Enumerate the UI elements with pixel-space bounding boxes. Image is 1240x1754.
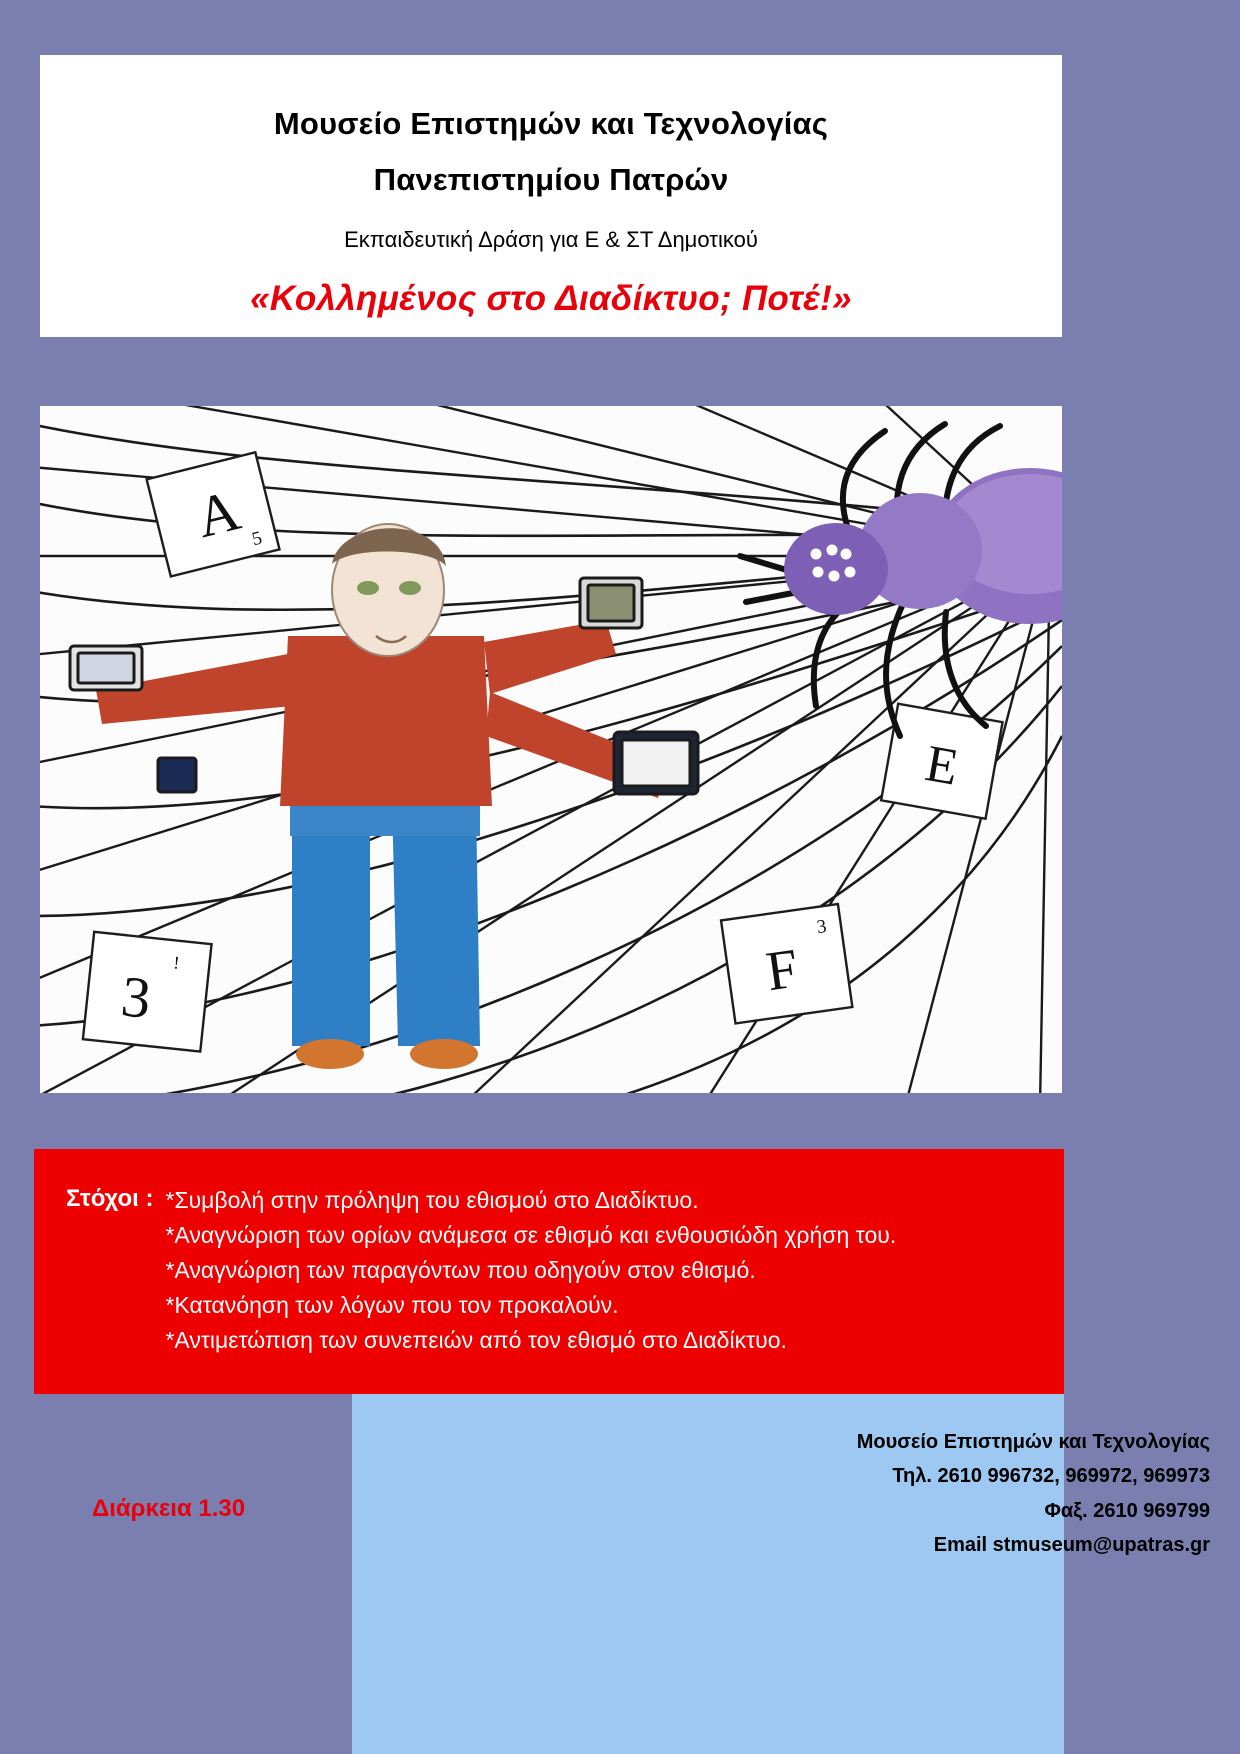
list-item: *Συμβολή στην πρόληψη του εθισμού στο Διαδίκτυο. [165,1187,699,1213]
svg-text:F: F [762,937,802,1004]
objectives-label: Στόχοι : [66,1185,154,1212]
header-band [40,55,1062,337]
svg-text:!: ! [172,952,181,973]
svg-text:3: 3 [118,963,154,1031]
objectives-list [165,1183,896,1394]
svg-text:3: 3 [815,915,828,939]
contact-phone: Τηλ. 2610 996732, 969972, 969973 [892,1465,1210,1488]
contact-fax: Φαξ. 2610 969799 [1044,1499,1210,1522]
subtitle: Εκπαιδευτική Δράση για Ε & ΣΤ Δημοτικού [344,226,758,252]
svg-text:A: A [189,477,247,551]
list-item: *Αναγνώριση των παραγόντων που οδηγούν στον εθισμό. [165,1256,756,1283]
contact-email: Email stmuseum@upatras.gr [933,1534,1210,1557]
svg-text:5: 5 [249,527,265,551]
duration-label: Διάρκεια 1.30 [92,1495,246,1522]
list-item: *Αντιμετώπιση των συνεπειών από τον εθισμό στο Διαδίκτυο. [165,1326,787,1353]
svg-text:E: E [921,735,963,797]
spider-web-drawing [40,406,1062,1093]
organization-name-line2: Πανεπιστημίου Πατρών [373,161,729,197]
page-title: «Κολλημένος στο Διαδίκτυο; Ποτέ!» [250,278,852,318]
organization-name-line1: Μουσείο Επιστημών και Τεχνολογίας [273,106,829,141]
list-item: *Κατανόηση των λόγων που τον προκαλούν. [165,1291,619,1318]
list-item: *Αναγνώριση των ορίων ανάμεσα σε εθισμό και ενθουσιώδη χρήση του. [165,1221,897,1248]
objectives-box [34,1149,1064,1394]
artwork-panel [40,406,1062,1093]
contact-block [590,1425,1210,1563]
contact-name: Μουσείο Επιστημών και Τεχνολογίας [856,1431,1210,1453]
